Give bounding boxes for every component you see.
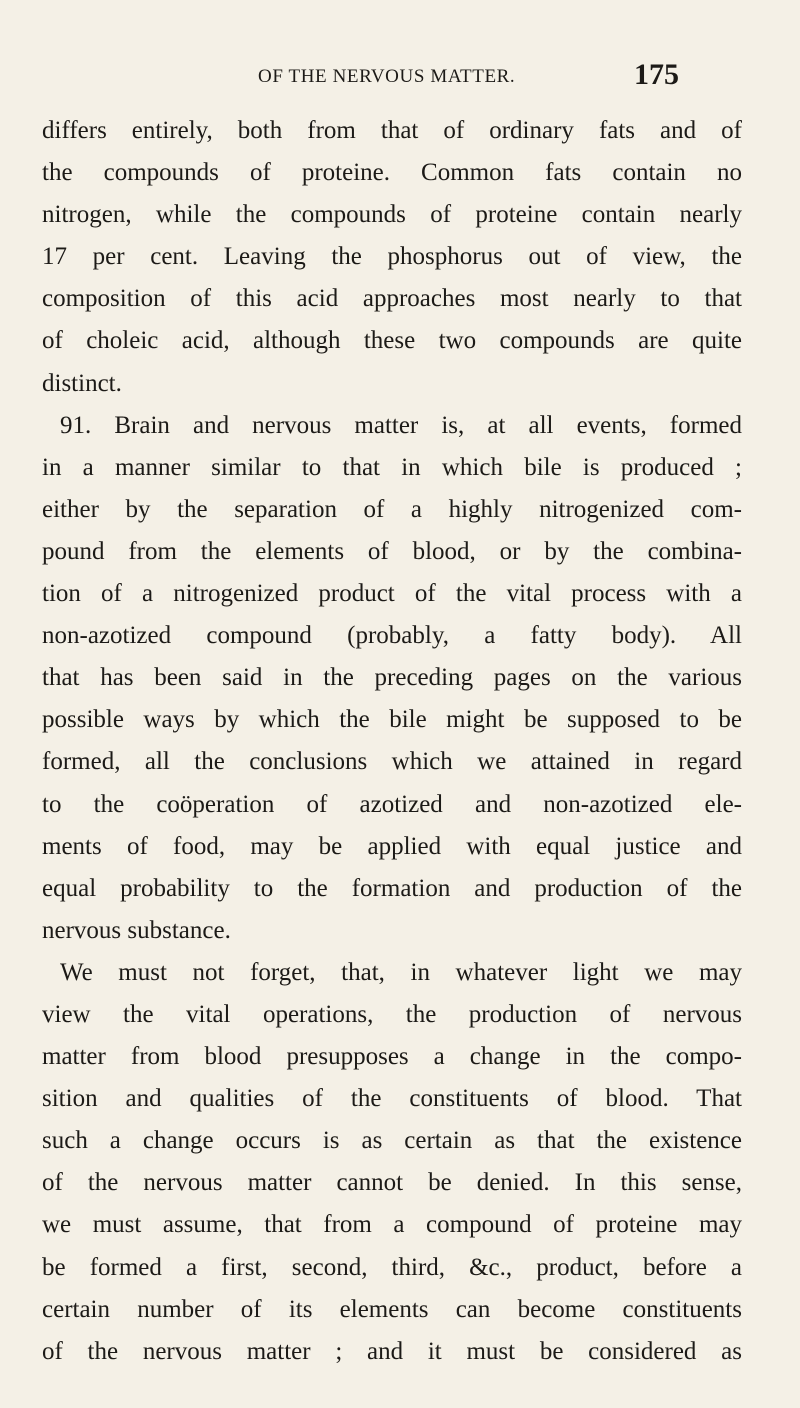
text-line: we must assume, that from a compound of proteine may bbox=[42, 1211, 742, 1239]
text-line: nervous substance. bbox=[42, 916, 231, 944]
text-line: of the nervous matter cannot be denied. In this sense, bbox=[42, 1169, 742, 1197]
paragraph-start-line: We must not forget, that, in whatever light we may bbox=[60, 958, 742, 986]
text-line: such a change occurs is as certain as that the existence bbox=[42, 1127, 742, 1155]
text-line: pound from the elements of blood, or by the combina- bbox=[42, 537, 742, 565]
text-line: distinct. bbox=[42, 369, 122, 397]
text-line: non-azotized compound (probably, a fatty body). All bbox=[42, 622, 742, 650]
text-line: of choleic acid, although these two compounds are quite bbox=[42, 327, 742, 355]
text-line: nitrogen, while the compounds of proteine contain nearly bbox=[42, 201, 742, 229]
text-line: certain number of its elements can become constituents bbox=[42, 1295, 742, 1323]
text-line: either by the separation of a highly nitrogenized com- bbox=[42, 495, 742, 523]
text-line: in a manner similar to that in which bile is produced ; bbox=[42, 453, 742, 481]
text-line: of the nervous matter ; and it must be considered as bbox=[42, 1337, 742, 1365]
text-line: that has been said in the preceding pages on the various bbox=[42, 664, 742, 692]
page-number: 175 bbox=[634, 58, 679, 91]
text-line: to the coöperation of azotized and non-azotized ele- bbox=[42, 790, 742, 818]
text-line: differs entirely, both from that of ordinary fats and of bbox=[42, 117, 742, 144]
text-line: composition of this acid approaches most nearly to that bbox=[42, 285, 742, 313]
text-line: view the vital operations, the production of nervous bbox=[42, 1000, 742, 1028]
text-line: tion of a nitrogenized product of the vital process with a bbox=[42, 580, 742, 608]
text-line: possible ways by which the bile might be supposed to be bbox=[42, 706, 742, 734]
text-line: matter from blood presupposes a change in the compo- bbox=[42, 1043, 742, 1071]
running-title: OF THE NERVOUS MATTER. bbox=[258, 66, 516, 87]
text-line: be formed a first, second, third, &c., product, before a bbox=[42, 1253, 742, 1281]
body-text bbox=[42, 110, 742, 1373]
text-line: formed, all the conclusions which we attained in regard bbox=[42, 748, 742, 776]
text-line: sition and qualities of the constituents of blood. That bbox=[42, 1085, 742, 1113]
paragraph-start-line: 91. Brain and nervous matter is, at all events, formed bbox=[60, 411, 742, 439]
text-line: the compounds of proteine. Common fats contain no bbox=[42, 159, 742, 187]
text-line: ments of food, may be applied with equal justice and bbox=[42, 832, 742, 860]
page-header bbox=[0, 58, 800, 98]
text-line: equal probability to the formation and production of the bbox=[42, 874, 742, 902]
text-line: 17 per cent. Leaving the phosphorus out of view, the bbox=[42, 243, 742, 271]
